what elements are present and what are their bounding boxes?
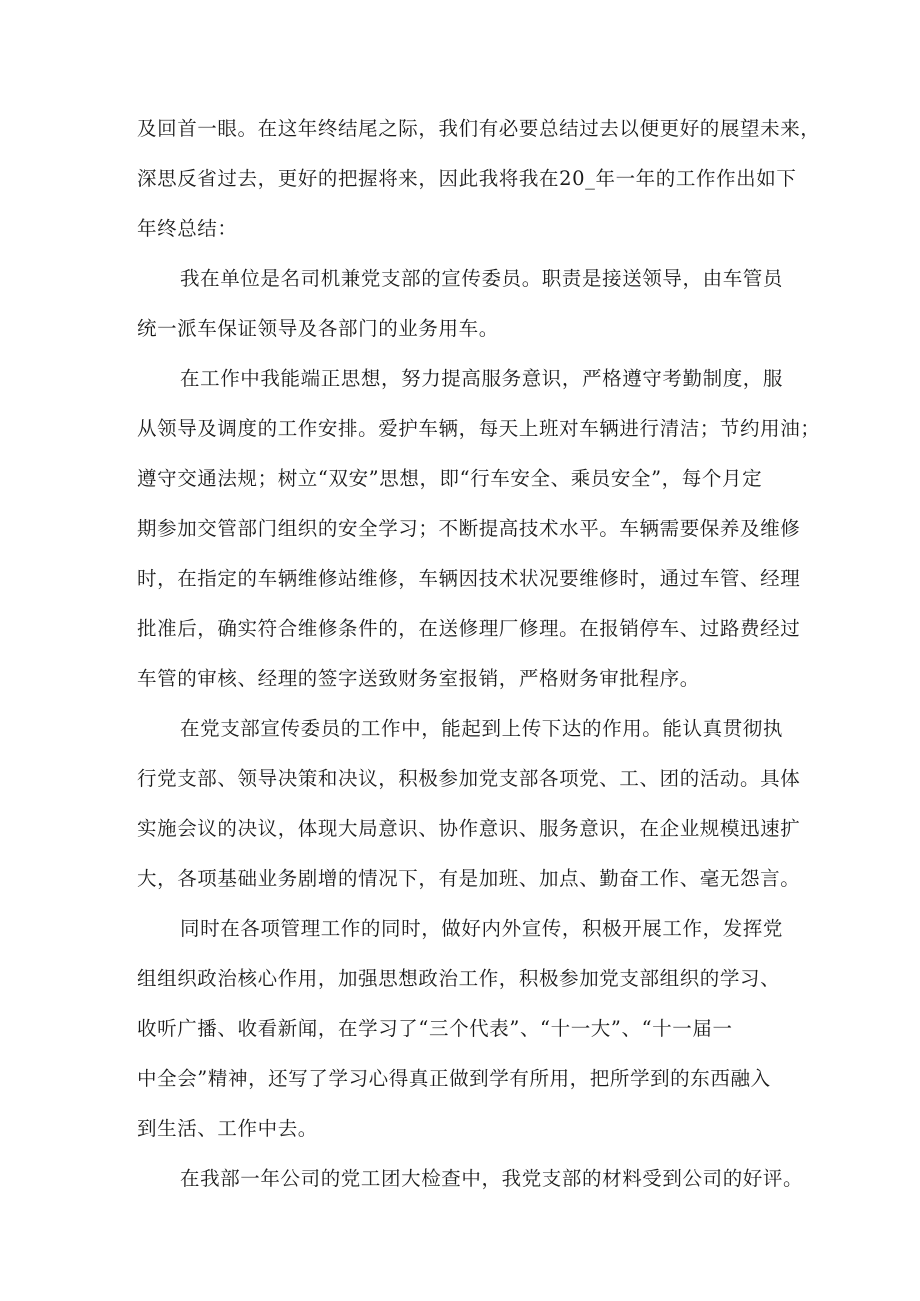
text-line: 大，各项基础业务剧增的情况下，有是加班、加点、勤奋工作、毫无怨言。 xyxy=(137,867,801,890)
text-line: 我在单位是名司机兼党支部的宣传委员。职责是接送领导，由车管员 xyxy=(180,267,784,290)
text-line: 同时在各项管理工作的同时，做好内外宣传，积极开展工作，发挥党 xyxy=(180,917,784,940)
text-line: 年终总结： xyxy=(137,217,238,240)
text-line: 到生活、工作中去。 xyxy=(137,1117,318,1140)
text-line: 实施会议的决议，体现大局意识、协作意识、服务意识，在企业规模迅速扩 xyxy=(137,817,801,840)
text-line: 遵守交通法规；树立“双安”思想，即“行车安全、乘员安全”，每个月定 xyxy=(137,467,763,490)
text-line: 统一派车保证领导及各部门的业务用车。 xyxy=(137,317,499,340)
text-line: 批准后，确实符合维修条件的，在送修理厂修理。在报销停车、过路费经过 xyxy=(137,617,801,640)
text-line: 中全会”精神，还写了学习心得真正做到学有所用，把所学到的东西融入 xyxy=(137,1067,771,1090)
text-line: 从领导及调度的工作安排。爱护车辆，每天上班对车辆进行清洁；节约用油； xyxy=(137,417,821,440)
text-line: 在我部一年公司的党工团大检查中，我党支部的材料受到公司的好评。 xyxy=(180,1167,804,1190)
text-line: 在工作中我能端正思想，努力提高服务意识，严格遵守考勤制度，服 xyxy=(180,367,784,390)
text-line: 期参加交管部门组织的安全学习；不断提高技术水平。车辆需要保养及维修 xyxy=(137,517,801,540)
text-line: 在党支部宣传委员的工作中，能起到上传下达的作用。能认真贯彻执 xyxy=(180,717,784,740)
text-line: 及回首一眼。在这年终结尾之际，我们有必要总结过去以便更好的展望未来， xyxy=(137,117,821,140)
text-line: 深思反省过去，更好的把握将来，因此我将我在20_年一年的工作作出如下 xyxy=(137,167,797,190)
text-line: 收听广播、收看新闻，在学习了“三个代表”、“十一大”、“十一届一 xyxy=(137,1017,733,1040)
text-line: 行党支部、领导决策和决议，积极参加党支部各项党、工、团的活动。具体 xyxy=(137,767,801,790)
text-line: 车管的审核、经理的签字送致财务室报销，严格财务审批程序。 xyxy=(137,667,700,690)
text-line: 组组织政治核心作用，加强思想政治工作，积极参加党支部组织的学习、 xyxy=(137,967,781,990)
text-line: 时，在指定的车辆维修站维修，车辆因技术状况要维修时，通过车管、经理 xyxy=(137,567,801,590)
